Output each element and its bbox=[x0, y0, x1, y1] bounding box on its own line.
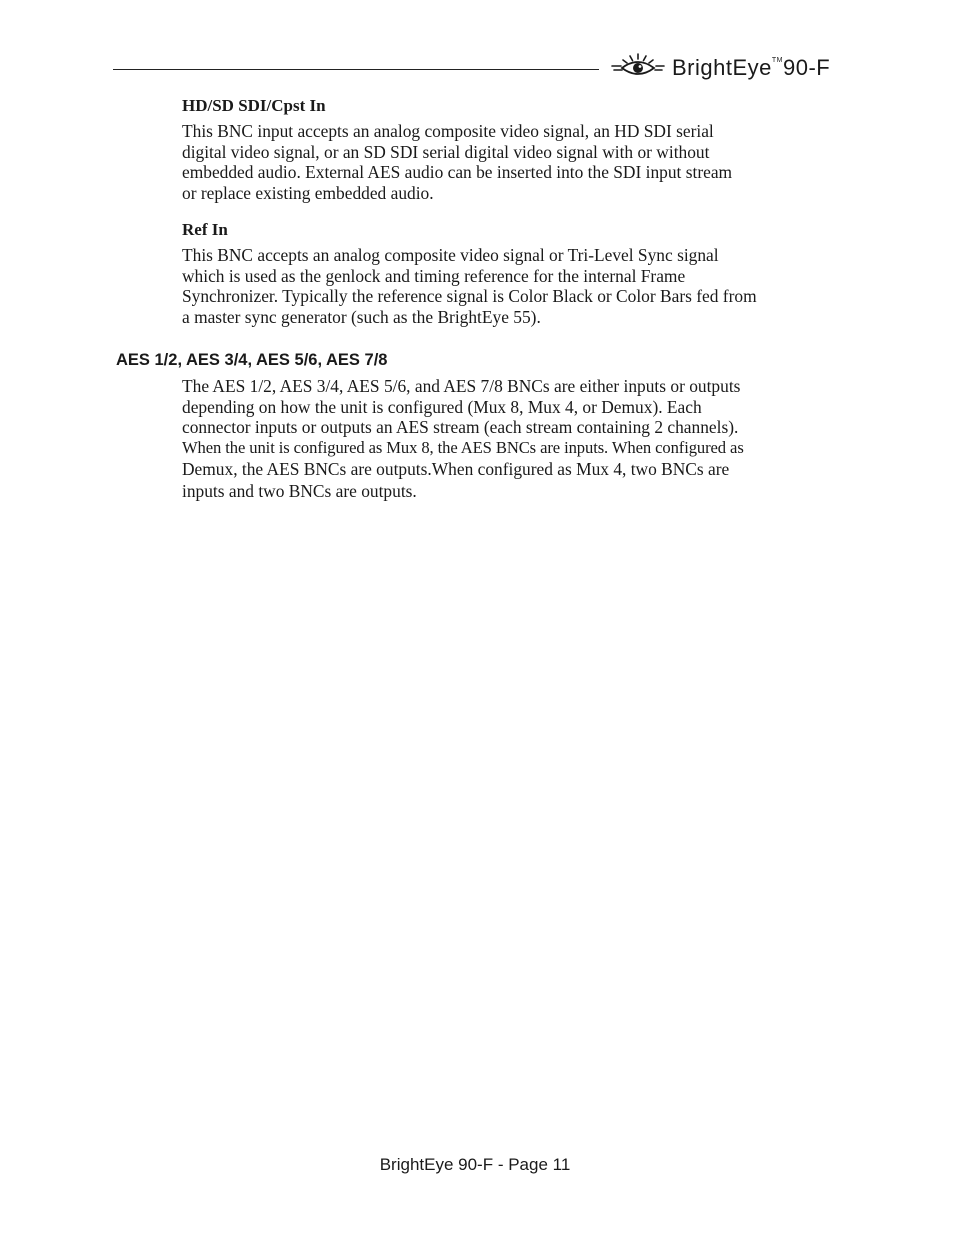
logo-trademark: TM bbox=[771, 57, 783, 64]
hdsd-line: This BNC input accepts an analog composite video signal, an HD SDI serial bbox=[182, 121, 714, 141]
refin-title: Ref In bbox=[182, 220, 228, 239]
hdsd-paragraph bbox=[182, 121, 842, 204]
brighteye-logo bbox=[610, 52, 830, 82]
hdsd-line: digital video signal, or an SD SDI serial digital video signal with or without bbox=[182, 141, 710, 162]
aes-section-title: AES 1/2, AES 3/4, AES 5/6, AES 7/8 bbox=[116, 351, 388, 369]
refin-line: a master sync generator (such as the BrightEye 55). bbox=[182, 307, 541, 328]
aes-line: connector inputs or outputs an AES stream (each stream containing 2 channels). bbox=[182, 417, 739, 438]
aes-line: Demux, the AES BNCs are outputs.When configured as Mux 4, two BNCs are bbox=[182, 458, 730, 479]
hdsd-line: embedded audio. External AES audio can be inserted into the SDI input stream bbox=[182, 162, 733, 183]
aes-line: The AES 1/2, AES 3/4, AES 5/6, and AES 7/8 BNCs are either inputs or outputs bbox=[182, 376, 741, 396]
page-number-label: BrightEye 90-F - Page 11 bbox=[379, 1155, 571, 1174]
header-rule bbox=[113, 69, 599, 70]
hdsd-title: HD/SD SDI/Cpst In bbox=[182, 96, 326, 115]
refin-paragraph bbox=[182, 245, 842, 328]
aes-line: depending on how the unit is configured (Mux 8, Mux 4, or Demux). Each bbox=[182, 396, 702, 417]
aes-line: inputs and two BNCs are outputs. bbox=[182, 480, 417, 501]
logo-model: 90-F bbox=[783, 55, 831, 80]
logo-wordmark bbox=[672, 57, 830, 79]
page-footer bbox=[0, 1154, 954, 1176]
aes-line: When the unit is configured as Mux 8, the AES BNCs are inputs. When configured as bbox=[182, 438, 744, 458]
eye-icon bbox=[610, 52, 666, 82]
logo-brand: BrightEye bbox=[672, 55, 772, 80]
aes-paragraph bbox=[182, 376, 842, 501]
refin-line: which is used as the genlock and timing reference for the internal Frame bbox=[182, 265, 686, 286]
refin-line: This BNC accepts an analog composite video signal or Tri-Level Sync signal bbox=[182, 245, 719, 265]
hdsd-line: or replace existing embedded audio. bbox=[182, 183, 434, 204]
refin-line: Synchronizer. Typically the reference signal is Color Black or Color Bars fed from bbox=[182, 286, 757, 307]
